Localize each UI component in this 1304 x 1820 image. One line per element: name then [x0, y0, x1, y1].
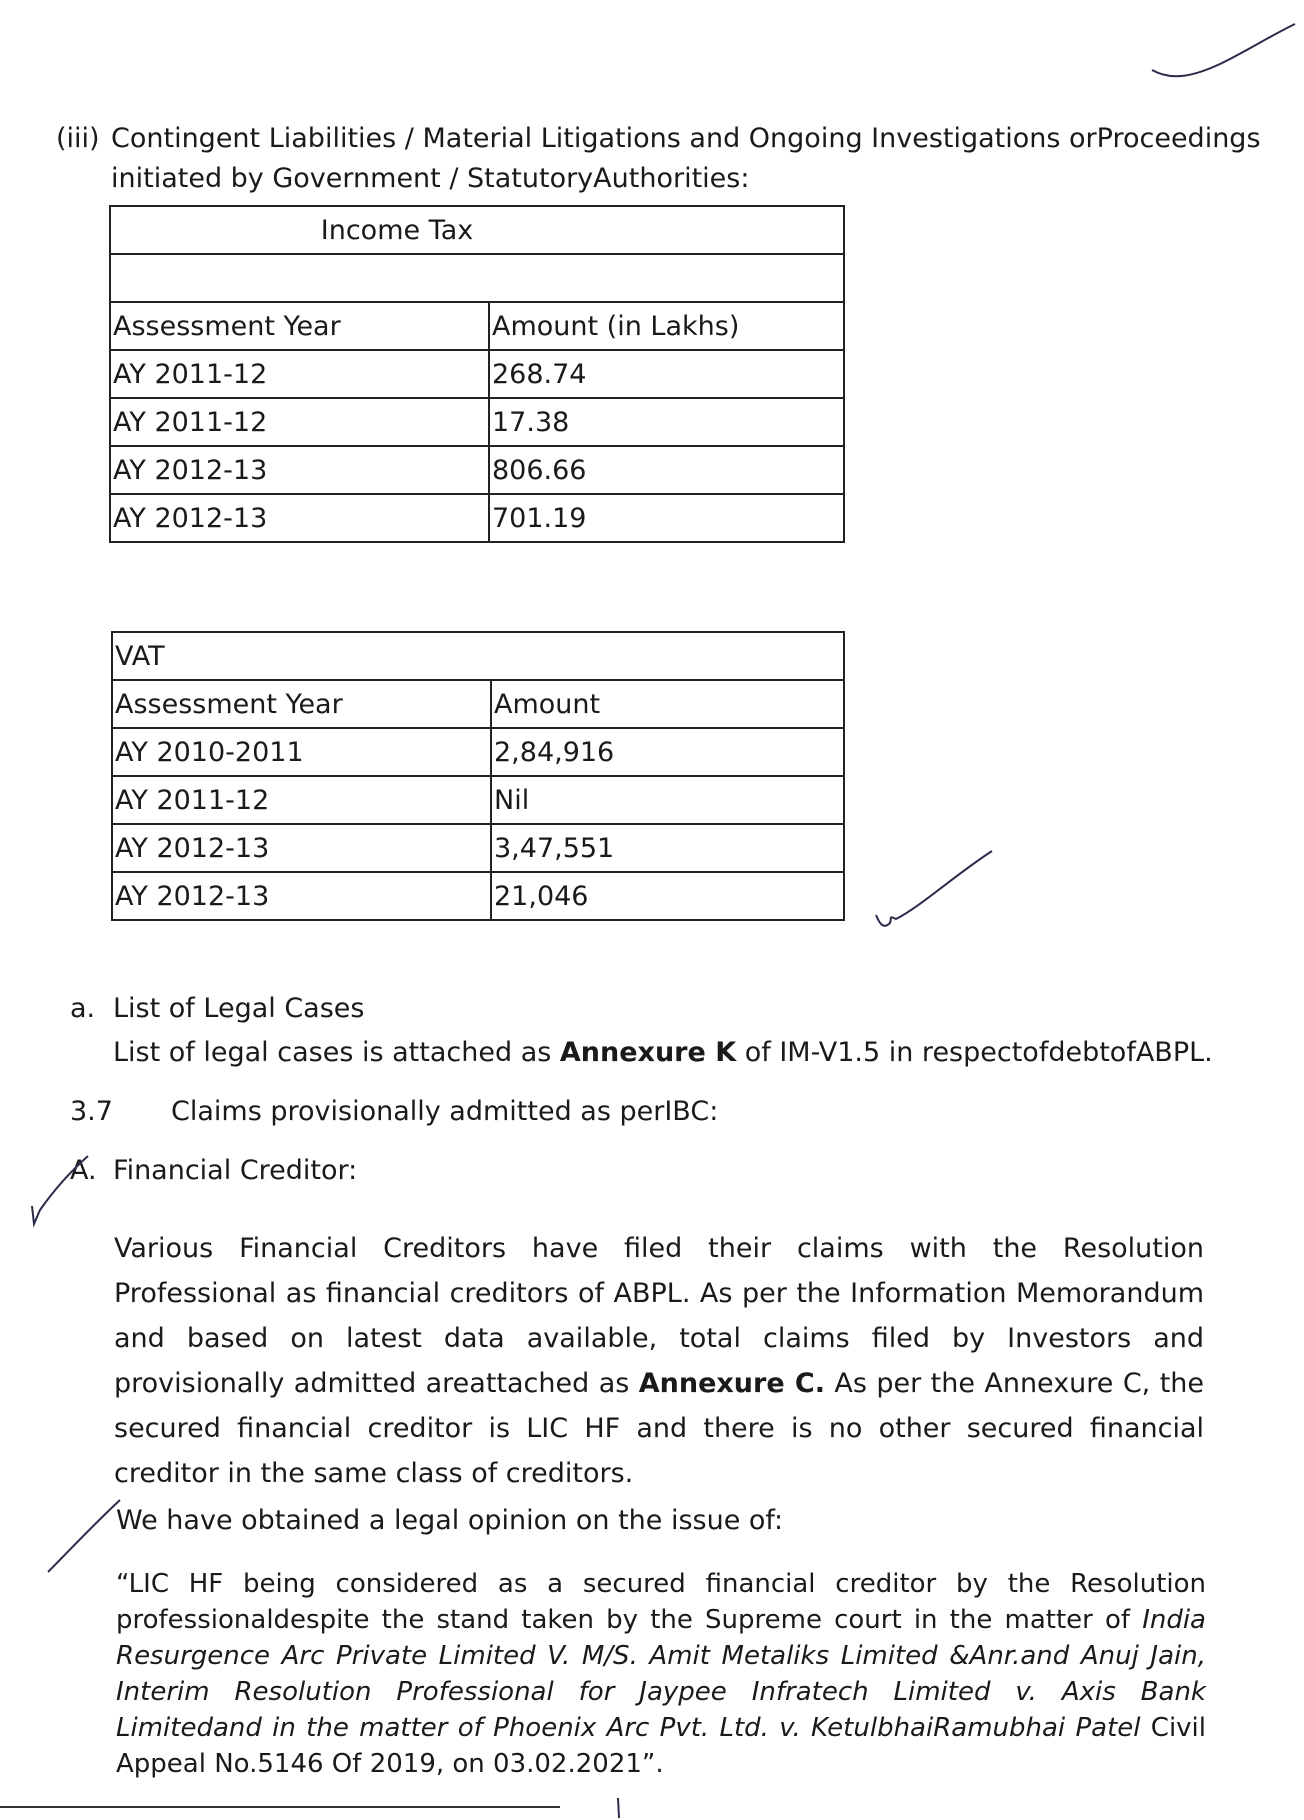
amount-cell: 806.66 — [489, 446, 844, 494]
financial-creditor-heading: Financial Creditor: — [113, 1155, 358, 1186]
amount-cell: 2,84,916 — [491, 728, 844, 776]
table-row — [110, 206, 844, 254]
amount-cell: 268.74 — [489, 350, 844, 398]
legal-cases-marker: a. — [70, 993, 96, 1024]
vat-table — [111, 631, 845, 921]
quote-case-names-2: and Anuj Jain, Interim Resolution Professional for Jaypee Infratech Limited v. Axis Bank Limitedand in the matter of Phoenix Arc Pvt. Ltd. v. KetulbhaiRamubhai Patel — [116, 1641, 1206, 1743]
year-cell: AY 2012-13 — [110, 446, 489, 494]
amount-cell: 17.38 — [489, 398, 844, 446]
section-iii-line2: initiated by Government / StatutoryAuthorities: — [111, 163, 750, 194]
amount-cell: 3,47,551 — [491, 824, 844, 872]
amount-cell: 21,046 — [491, 872, 844, 920]
income-tax-table — [109, 205, 845, 543]
scan-edge-line — [0, 1806, 560, 1808]
financial-creditor-marker: A. — [70, 1155, 97, 1186]
year-cell: AY 2012-13 — [112, 824, 491, 872]
legal-opinion-intro: We have obtained a legal opinion on the issue of: — [116, 1505, 784, 1536]
annexure-c-label: Annexure C. — [638, 1368, 825, 1399]
legal-cases-text — [113, 1032, 1213, 1074]
legal-opinion-quote — [116, 1566, 1206, 1782]
column-header-year: Assessment Year — [112, 680, 491, 728]
vat-title: VAT — [112, 632, 844, 680]
empty-row-cell — [110, 254, 844, 302]
table-header-row — [112, 680, 844, 728]
section-37-number: 3.7 — [70, 1096, 113, 1127]
year-cell: AY 2010-2011 — [112, 728, 491, 776]
section-iii-line1: Contingent Liabilities / Material Litigations and Ongoing Investigations orProceedings — [111, 123, 1261, 154]
quote-text-end: Civil Appeal No.5146 Of 2019, on 03.02.2021”. — [116, 1713, 1206, 1779]
handwritten-tick-icon — [1150, 18, 1300, 88]
legal-cases-text-start: List of legal cases is attached as — [113, 1037, 560, 1068]
column-header-amount: Amount (in Lakhs) — [489, 302, 844, 350]
table-row — [112, 632, 844, 680]
handwritten-tick-icon — [26, 1150, 96, 1230]
year-cell: AY 2011-12 — [112, 776, 491, 824]
handwritten-tick-icon — [870, 845, 1000, 935]
quote-case-name: India Resurgence Arc Private Limited V. M/S. Amit Metaliks Limited &Anr. — [116, 1605, 1206, 1671]
table-row — [110, 398, 844, 446]
table-row — [112, 728, 844, 776]
section-iii-marker: (iii) — [56, 123, 100, 154]
table-row — [112, 776, 844, 824]
legal-cases-heading: List of Legal Cases — [113, 993, 365, 1024]
income-tax-title: Income Tax — [110, 206, 844, 254]
legal-cases-text-end: of IM-V1.5 in respectofdebtofABPL. — [736, 1037, 1213, 1068]
table-row — [110, 350, 844, 398]
table-row — [112, 824, 844, 872]
table-row — [110, 494, 844, 542]
table-row — [110, 446, 844, 494]
year-cell: AY 2011-12 — [110, 350, 489, 398]
table-row — [112, 872, 844, 920]
column-header-amount: Amount — [491, 680, 844, 728]
column-header-year: Assessment Year — [110, 302, 489, 350]
table-row — [110, 254, 844, 302]
pen-mark-icon — [614, 1796, 624, 1820]
amount-cell: 701.19 — [489, 494, 844, 542]
financial-creditor-paragraph — [114, 1226, 1204, 1496]
table-header-row — [110, 302, 844, 350]
year-cell: AY 2011-12 — [110, 398, 489, 446]
year-cell: AY 2012-13 — [112, 872, 491, 920]
quote-text-start: “LIC HF being considered as a secured financial creditor by the Resolution professionaldespite the stand taken by the Supreme court in the matter of — [116, 1569, 1206, 1635]
annexure-k-label: Annexure K — [559, 1037, 737, 1068]
handwritten-tick-icon — [44, 1496, 124, 1576]
section-37-heading: Claims provisionally admitted as perIBC: — [171, 1096, 719, 1127]
year-cell: AY 2012-13 — [110, 494, 489, 542]
amount-cell: Nil — [491, 776, 844, 824]
paragraph-text-start: Various Financial Creditors have filed their claims with the Resolution Professional as financial creditors of ABPL. As per the Information Memorandum and based on latest data available, total claims filed by Investors and provisionally admitted areattached as — [114, 1233, 1204, 1399]
paragraph-text-end: As per the Annexure C, the secured financial creditor is LIC HF and there is no other secured financial creditor in the same class of creditors. — [114, 1368, 1205, 1489]
